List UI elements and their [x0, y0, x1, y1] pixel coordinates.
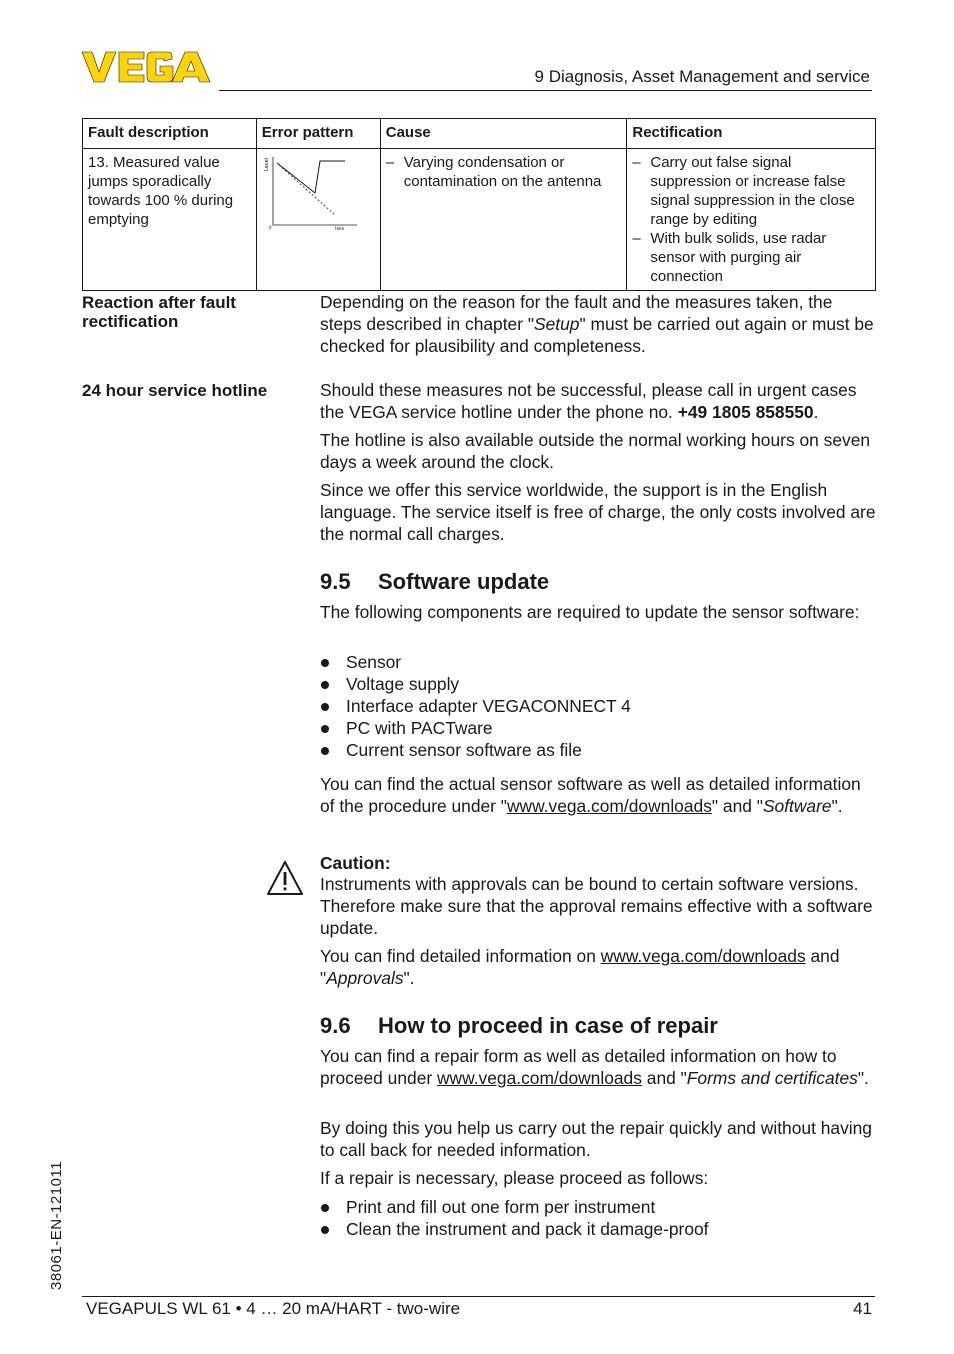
error-pattern-chart	[265, 155, 371, 235]
reaction-heading: Reaction after fault rectification	[82, 293, 236, 331]
hotline-heading: 24 hour service hotline	[82, 381, 268, 400]
downloads-link[interactable]: www.vega.com/downloads	[506, 796, 712, 816]
header-rectification: Rectification	[627, 119, 876, 149]
list-item: Print and fill out one form per instrument	[320, 1196, 709, 1218]
header-cause: Cause	[380, 119, 627, 149]
header-fault-description: Fault description	[83, 119, 257, 149]
list-item: Clean the instrument and pack it damage-proof	[320, 1218, 709, 1240]
table-row	[83, 149, 876, 291]
cause-cell: – Varying condensation or contamination on the antenna	[380, 149, 627, 291]
chapter-title: 9 Diagnosis, Asset Management and service	[534, 67, 870, 86]
warning-triangle-icon	[266, 860, 304, 896]
document-code: 38061-EN-121011	[48, 1161, 65, 1290]
hotline-paragraph-1: Should these measures not be successful, please call in urgent cases the VEGA service hotline under the phone no. +49 1805 858550.	[320, 380, 857, 422]
repair-paragraph-2: By doing this you help us carry out the repair quickly and without having to call back for needed information.	[320, 1118, 872, 1160]
repair-paragraph-3: If a repair is necessary, please proceed as follows:	[320, 1168, 709, 1188]
rectification-cell: – Carry out false signal suppression or increase false signal suppression in the close range by editing – With bulk solids, use radar sensor with purging air connection	[627, 149, 876, 291]
chart-xlabel: time	[334, 226, 344, 231]
downloads-link[interactable]: www.vega.com/downloads	[600, 946, 806, 966]
repair-paragraph-1: You can find a repair form as well as detailed information on how to proceed under www.vega.com/downloads and "Forms and certificates".	[320, 1046, 869, 1088]
fault-description-cell: 13. Measured value jumps sporadically towards 100 % during emptying	[83, 149, 257, 291]
cause-text: Varying condensation or contamination on the antenna	[403, 154, 602, 190]
chart-origin: 0	[268, 225, 272, 230]
software-find-paragraph: You can find the actual sensor software as well as detailed information of the procedure under "www.vega.com/downloads" and "Software".	[320, 774, 861, 816]
vega-logo	[82, 50, 212, 84]
rectification-item: Carry out false signal suppression or increase false signal suppression in the close range by editing	[650, 154, 855, 228]
repair-steps-list	[320, 1196, 709, 1240]
hotline-paragraph-2: The hotline is also available outside the normal working hours on seven days a week around the clock.	[320, 430, 871, 472]
hotline-phone: +49 1805 858550	[677, 402, 814, 422]
software-update-intro: The following components are required to update the sensor software:	[320, 602, 860, 622]
header-rule	[219, 90, 872, 91]
downloads-link[interactable]: www.vega.com/downloads	[437, 1068, 642, 1088]
list-item: PC with PACTware	[320, 717, 631, 739]
footer-rule	[82, 1296, 875, 1297]
list-item: Interface adapter VEGACONNECT 4	[320, 695, 631, 717]
hotline-paragraph-3: Since we offer this service worldwide, the support is in the English language. The service itself is free of charge, the only costs involved are the normal call charges.	[320, 480, 876, 544]
software-update-heading: 9.5 Software update	[320, 569, 550, 594]
caution-text: Instruments with approvals can be bound to certain software versions. Therefore make sure that the approval remains effective with a software update.	[320, 874, 873, 938]
approvals-paragraph: You can find detailed information on www.vega.com/downloads and "Approvals".	[320, 946, 840, 988]
list-item: Current sensor software as file	[320, 739, 631, 761]
rectification-item: With bulk solids, use radar sensor with purging air connection	[650, 230, 827, 285]
caution-title: Caution:	[320, 853, 391, 873]
reaction-paragraph: Depending on the reason for the fault and the measures taken, the steps described in chapter "Setup" must be carried out again or must be checked for plausibility and completeness.	[320, 292, 874, 356]
header-error-pattern: Error pattern	[256, 119, 380, 149]
software-components-list	[320, 651, 631, 761]
page-number: 41	[853, 1299, 872, 1318]
repair-heading: 9.6 How to proceed in case of repair	[320, 1013, 718, 1038]
list-item: Voltage supply	[320, 673, 631, 695]
fault-table	[82, 118, 876, 291]
error-pattern-cell	[256, 149, 380, 291]
fault-table-header-row	[83, 119, 876, 149]
footer-product: VEGAPULS WL 61 • 4 … 20 mA/HART - two-wire	[86, 1299, 461, 1318]
chart-ylabel: Level	[263, 157, 270, 171]
list-item: Sensor	[320, 651, 631, 673]
